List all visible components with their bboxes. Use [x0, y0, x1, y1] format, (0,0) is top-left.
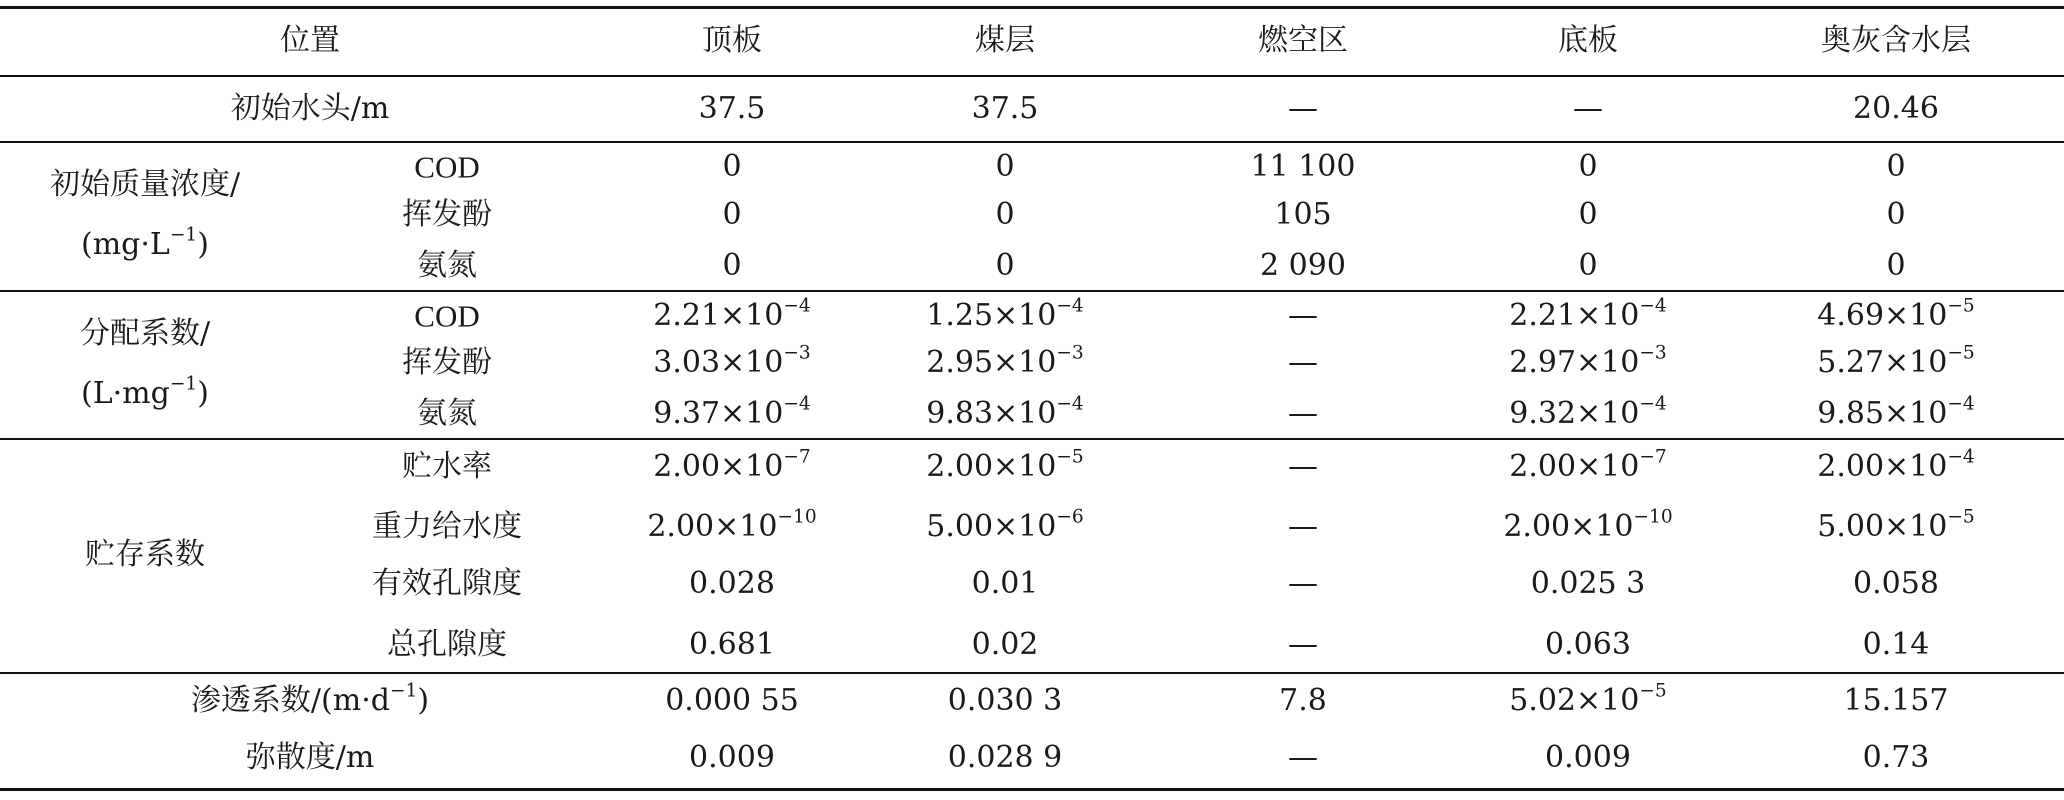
partition-ammonia-label: 氨氮: [417, 396, 477, 431]
permeability-floor: $5.02\times 10^{-5}$: [1509, 680, 1667, 718]
partition-label-line1: 分配系数/: [79, 316, 211, 351]
concentration-cod-cavity: 11 100: [1250, 149, 1356, 184]
initial-head-label: 初始水头/m: [230, 91, 390, 126]
concentration-cod-label: COD: [414, 149, 480, 185]
storage-total-porosity-roof: 0.681: [689, 627, 775, 662]
storage-specific-storage-label: 贮水率: [402, 449, 492, 484]
partition-cod-roof: $2.21\times 10^{-4}$: [653, 295, 811, 333]
concentration-cod-aquifer: 0: [1886, 149, 1906, 184]
partition-ammonia-roof: $9.37\times 10^{-4}$: [653, 393, 811, 431]
concentration-ammonia-aquifer: 0: [1886, 248, 1906, 283]
permeability-roof: 0.000 55: [665, 683, 799, 718]
storage-specific-storage-coal: $2.00\times 10^{-5}$: [926, 446, 1084, 484]
storage-specific-yield-label: 重力给水度: [372, 509, 522, 544]
partition-phenol-roof: $3.03\times 10^{-3}$: [653, 342, 811, 380]
storage-specific-storage-aquifer: $2.00\times 10^{-4}$: [1817, 446, 1975, 484]
concentration-cod-roof: 0: [722, 149, 742, 184]
concentration-label-line1: 初始质量浓度/: [49, 167, 241, 202]
concentration-phenol-label: 挥发酚: [402, 197, 492, 232]
rule-after-concentration: [0, 290, 2064, 292]
initial-head-coal: 37.5: [971, 91, 1039, 126]
concentration-phenol-coal: 0: [995, 197, 1015, 232]
partition-phenol-aquifer: $5.27\times 10^{-5}$: [1817, 342, 1975, 380]
partition-cod-coal: $1.25\times 10^{-4}$: [926, 295, 1084, 333]
partition-cod-cavity: —: [1288, 298, 1318, 333]
storage-effective-porosity-floor: 0.025 3: [1530, 566, 1646, 601]
concentration-ammonia-coal: 0: [995, 248, 1015, 283]
header-position: 位置: [280, 23, 340, 58]
concentration-phenol-cavity: 105: [1274, 197, 1332, 232]
concentration-ammonia-label: 氨氮: [417, 248, 477, 283]
permeability-cavity: 7.8: [1279, 683, 1327, 718]
permeability-label: 渗透系数$/(m\cdot d^{-1})$: [190, 680, 430, 718]
dispersivity-coal: 0.028 9: [947, 740, 1063, 775]
storage-total-porosity-floor: 0.063: [1545, 627, 1631, 662]
initial-head-aquifer: 20.46: [1853, 91, 1939, 126]
header-burn-cavity: 燃空区: [1258, 23, 1348, 58]
storage-specific-yield-aquifer: $5.00\times 10^{-5}$: [1817, 506, 1975, 544]
concentration-ammonia-cavity: 2 090: [1260, 248, 1346, 283]
partition-cod-label: COD: [414, 298, 480, 334]
concentration-phenol-aquifer: 0: [1886, 197, 1906, 232]
header-roof: 顶板: [702, 23, 762, 58]
partition-phenol-coal: $2.95\times 10^{-3}$: [926, 342, 1084, 380]
storage-specific-yield-coal: $5.00\times 10^{-6}$: [926, 506, 1084, 544]
concentration-ammonia-floor: 0: [1578, 248, 1598, 283]
partition-phenol-floor: $2.97\times 10^{-3}$: [1509, 342, 1667, 380]
partition-ammonia-aquifer: $9.85\times 10^{-4}$: [1817, 393, 1975, 431]
concentration-phenol-floor: 0: [1578, 197, 1598, 232]
storage-total-porosity-cavity: —: [1288, 627, 1318, 662]
bottom-rule: [0, 788, 2064, 791]
header-coal-seam: 煤层: [975, 23, 1035, 58]
dispersivity-roof: 0.009: [689, 740, 775, 775]
permeability-coal: 0.030 3: [947, 683, 1063, 718]
partition-ammonia-cavity: —: [1288, 396, 1318, 431]
storage-effective-porosity-coal: 0.01: [971, 566, 1039, 601]
storage-effective-porosity-roof: 0.028: [689, 566, 775, 601]
initial-head-cavity: —: [1288, 91, 1318, 126]
header-rule: [0, 75, 2064, 77]
partition-ammonia-coal: $9.83\times 10^{-4}$: [926, 393, 1084, 431]
storage-specific-storage-roof: $2.00\times 10^{-7}$: [653, 446, 811, 484]
storage-specific-storage-floor: $2.00\times 10^{-7}$: [1509, 446, 1667, 484]
storage-total-porosity-label: 总孔隙度: [387, 627, 507, 662]
storage-specific-storage-cavity: —: [1288, 449, 1318, 484]
storage-specific-yield-floor: $2.00\times 10^{-10}$: [1503, 506, 1673, 544]
dispersivity-cavity: —: [1288, 740, 1318, 775]
partition-cod-floor: $2.21\times 10^{-4}$: [1509, 295, 1667, 333]
storage-specific-yield-cavity: —: [1288, 509, 1318, 544]
initial-head-floor: —: [1573, 91, 1603, 126]
dispersivity-label: 弥散度/m: [245, 740, 375, 775]
storage-effective-porosity-cavity: —: [1288, 566, 1318, 601]
storage-total-porosity-coal: 0.02: [971, 627, 1039, 662]
storage-total-porosity-aquifer: 0.14: [1862, 627, 1930, 662]
top-rule: [0, 6, 2064, 9]
header-floor: 底板: [1558, 23, 1618, 58]
partition-ammonia-floor: $9.32\times 10^{-4}$: [1509, 393, 1667, 431]
rule-after-storage: [0, 672, 2064, 674]
concentration-cod-coal: 0: [995, 149, 1015, 184]
dispersivity-aquifer: 0.73: [1862, 740, 1930, 775]
partition-phenol-label: 挥发酚: [402, 345, 492, 380]
permeability-aquifer: 15.157: [1843, 683, 1949, 718]
initial-head-roof: 37.5: [698, 91, 766, 126]
partition-label-line2: $(L\cdot mg^{-1})$: [81, 373, 209, 411]
storage-specific-yield-roof: $2.00\times 10^{-10}$: [647, 506, 817, 544]
storage-effective-porosity-aquifer: 0.058: [1853, 566, 1939, 601]
concentration-phenol-roof: 0: [722, 197, 742, 232]
concentration-cod-floor: 0: [1578, 149, 1598, 184]
rule-after-partition: [0, 438, 2064, 440]
concentration-label-line2: $(mg\cdot L^{-1})$: [81, 224, 209, 262]
dispersivity-floor: 0.009: [1545, 740, 1631, 775]
header-ordovician-aquifer: 奥灰含水层: [1821, 23, 1971, 58]
concentration-ammonia-roof: 0: [722, 248, 742, 283]
storage-effective-porosity-label: 有效孔隙度: [372, 566, 522, 601]
partition-cod-aquifer: $4.69\times 10^{-5}$: [1817, 295, 1975, 333]
rule-after-head: [0, 141, 2064, 143]
storage-label: 贮存系数: [85, 537, 205, 572]
partition-phenol-cavity: —: [1288, 345, 1318, 380]
